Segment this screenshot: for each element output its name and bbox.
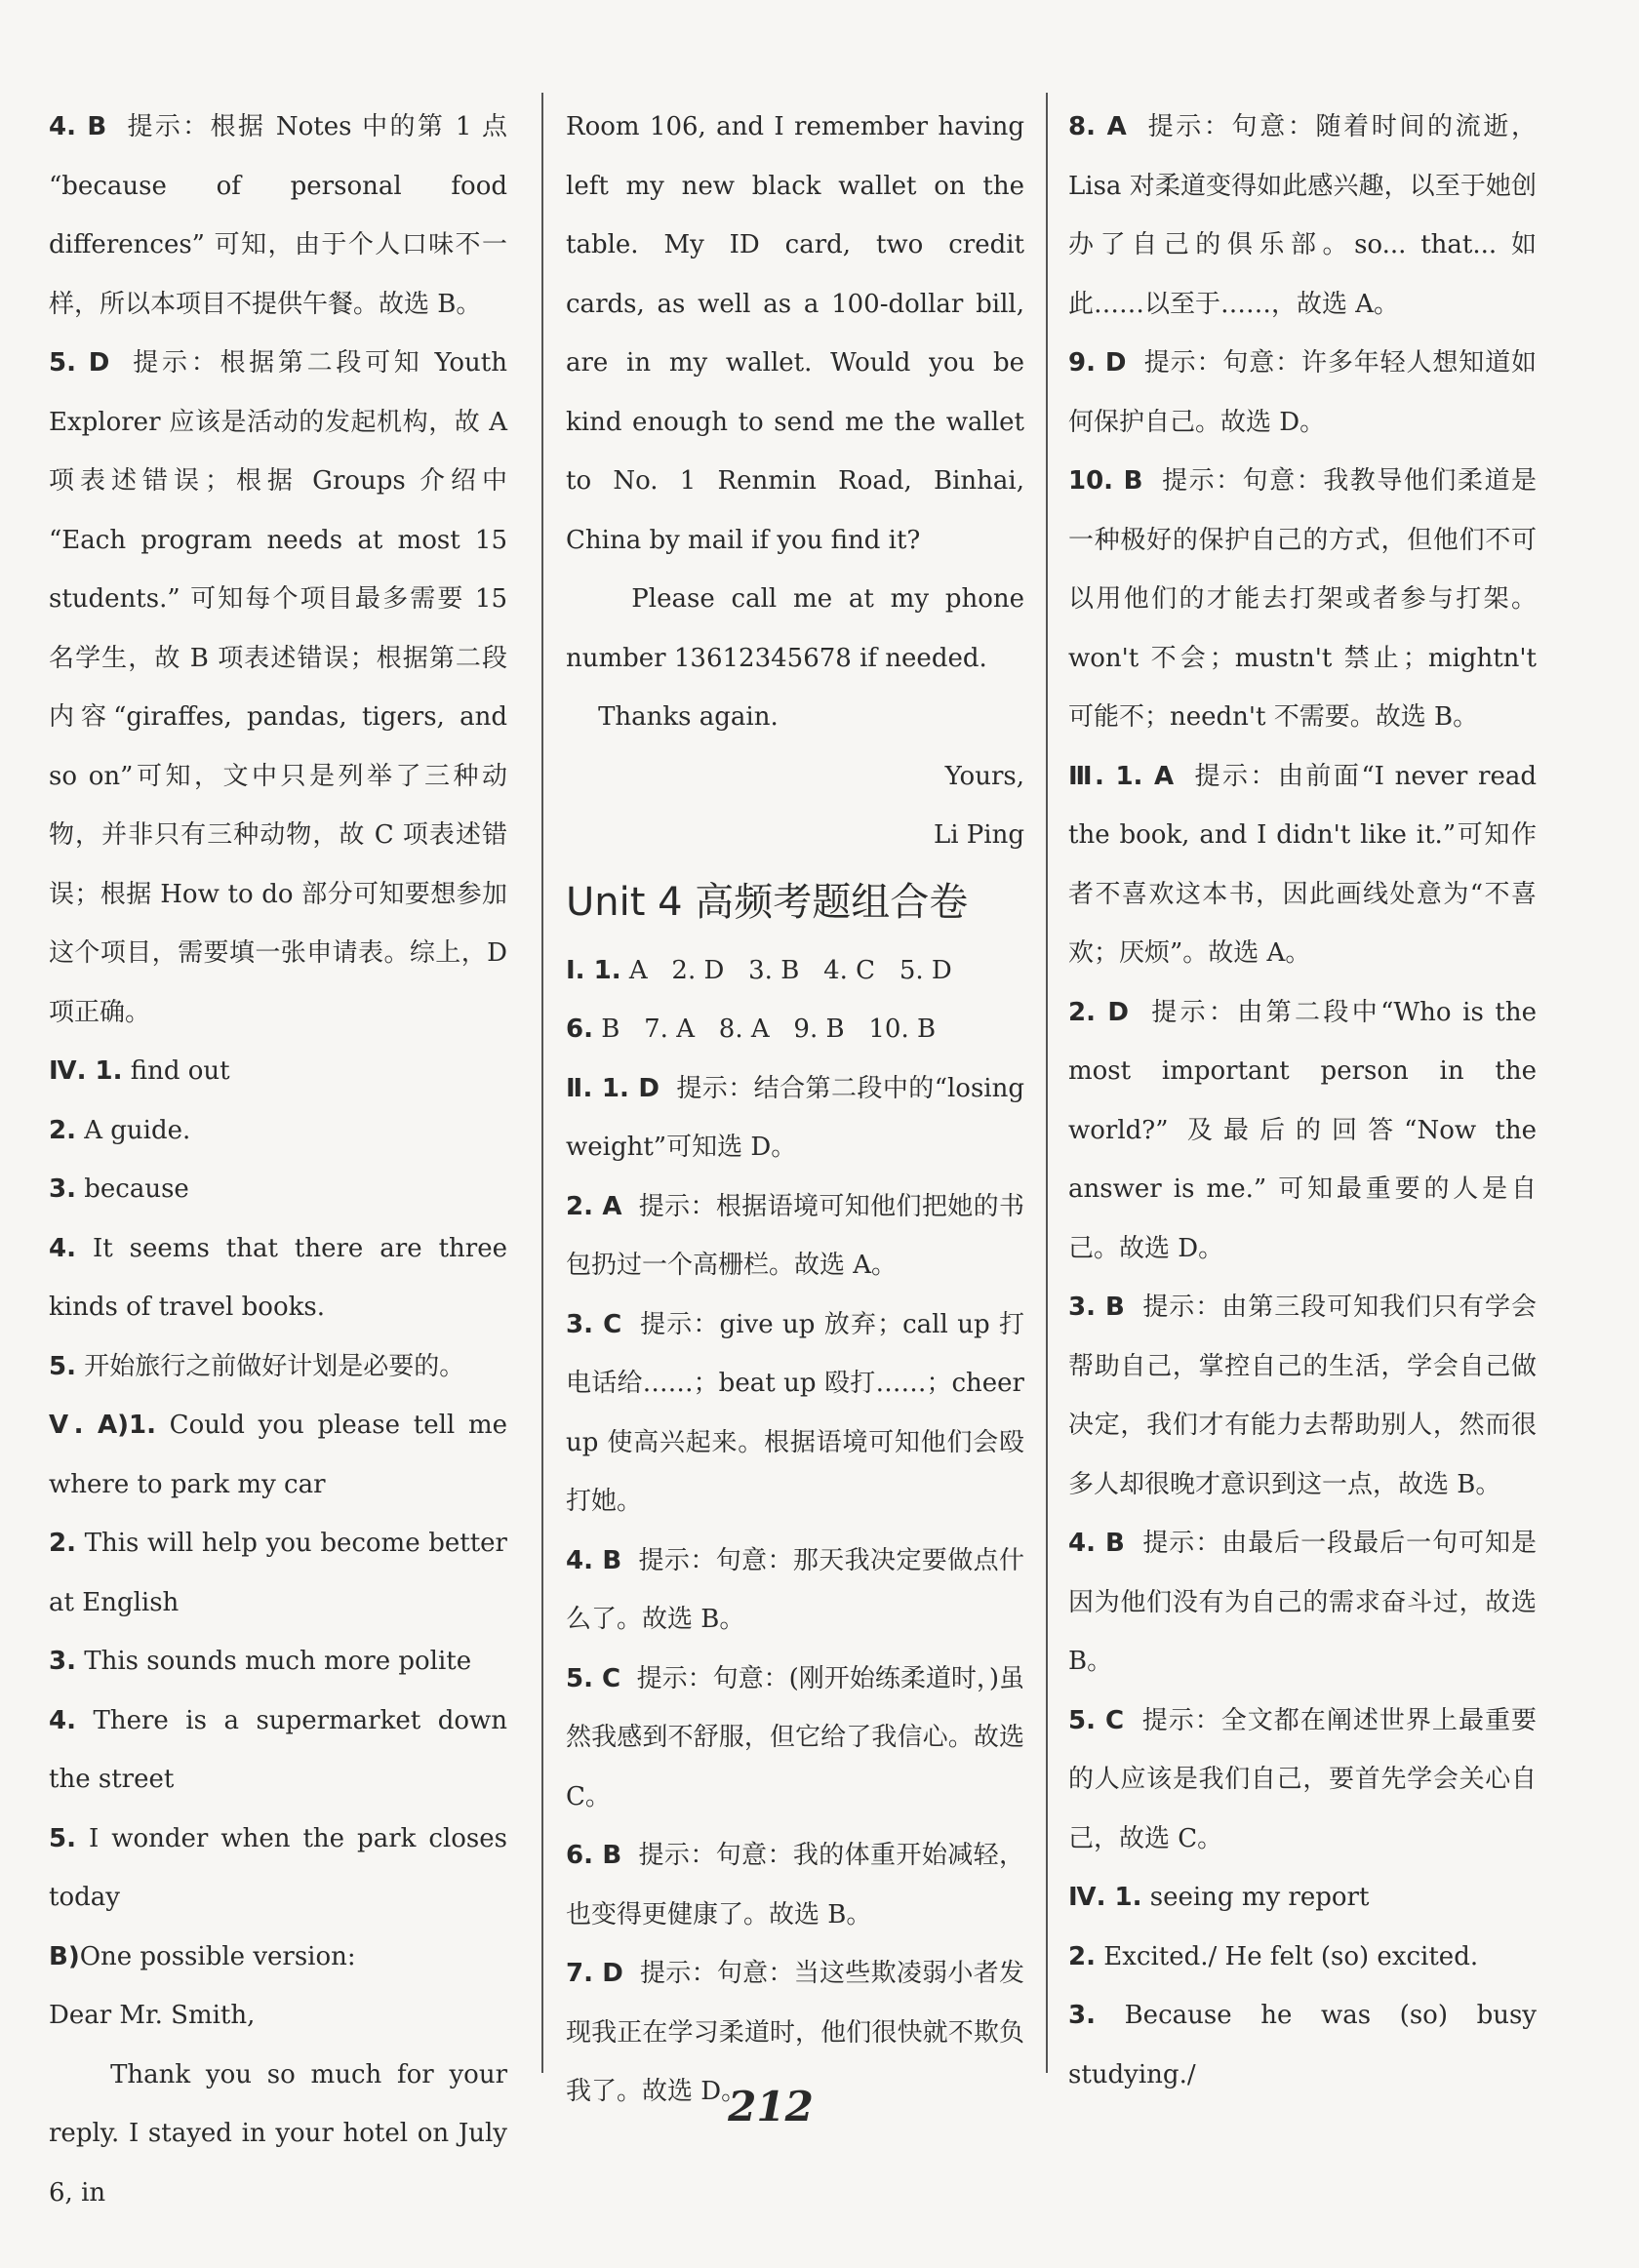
answer-text: Thanks again. (566, 702, 779, 732)
answer-text: Excited./ He felt (so) excited. (1095, 1941, 1479, 1971)
answer-text: Thank you so much for your reply. I stayed in your hotel on July 6, in (49, 2059, 516, 2208)
answer-item (49, 1691, 516, 1810)
answer-text: find out (122, 1056, 230, 1086)
answer-label: 2. (49, 1115, 76, 1145)
answer-item (566, 747, 1024, 807)
answer-label: 2. (1068, 1941, 1096, 1971)
answer-item (49, 1101, 507, 1161)
answer-text: A 2. D 3. B 4. C 5. D (620, 955, 952, 985)
answer-item (49, 1986, 507, 2046)
answer-label: 2. (49, 1529, 76, 1558)
answer-label: 3. (49, 1647, 76, 1676)
answer-label: 4. (49, 1705, 76, 1735)
answer-item (566, 806, 1024, 865)
answer-label: 3. (49, 1174, 76, 1204)
answer-label: B) (49, 1941, 80, 1971)
answer-text: Li Ping (933, 820, 1024, 850)
answer-text: Room 106, and I remember having left my new black wallet on the table. My ID card, two credit cards, as well as a 100-dollar bill, are in my wallet. Would you be kind enough to send me the wallet to No. 1 Renmin Road, Binhai, China by mail if you find it? (566, 112, 1033, 555)
answer-label: 3. B (1068, 1293, 1125, 1322)
answer-item (1068, 1928, 1537, 1987)
answer-text: 提示：句意：那天我决定要做点什么了。故选 B。 (566, 1545, 1024, 1634)
answer-text: I wonder when the park closes today (49, 1823, 516, 1912)
answer-label: 5. C (566, 1663, 621, 1693)
answer-text: 提示：句意：(刚开始练柔道时，)虽然我感到不舒服，但它给了我信心。故选 C。 (566, 1663, 1033, 1811)
answer-text: 提示：由第二段中“Who is the most important person in the world?” 及最后的回答“Now the answer is me.” 可知最重要的人是自己。故选 D。 (1068, 997, 1545, 1263)
answer-text: 提示：句意：当这些欺凌弱小者发现我正在学习柔道时，他们很快就不欺负我了。故选 D。 (566, 1959, 1024, 2106)
answer-text: A guide. (75, 1115, 191, 1145)
answer-text: 开始旅行之前做好计划是必要的。 (75, 1351, 465, 1381)
answer-label: 5. (49, 1351, 76, 1381)
answer-text: 提示：由最后一段最后一句可知是因为他们没有为自己的需求奋斗过，故选 B。 (1068, 1529, 1545, 1676)
answer-text: 提示：由前面“I never read the book, and I didn't like it.”可知作者不喜欢这本书，因此画线处意为“不喜欢；厌烦”。故选 A。 (1068, 761, 1545, 968)
answer-label: Ⅴ. A)1. (49, 1411, 156, 1440)
answer-item (49, 1514, 516, 1632)
answer-label: 8. A (1068, 112, 1127, 141)
answer-label: 9. D (1068, 348, 1127, 378)
answer-text: This will help you become better at English (49, 1529, 516, 1617)
answer-item (566, 1059, 1033, 1177)
answer-item (49, 1042, 507, 1101)
answer-item (49, 1160, 507, 1219)
answer-text: 提示：全文都在阐述世界上最重要的人应该是我们自己，要首先学会关心自己，故选 C。 (1068, 1705, 1537, 1853)
answer-item (566, 1532, 1024, 1650)
page-number: 212 (728, 2083, 814, 2130)
answer-label: 2. A (566, 1191, 622, 1221)
answer-item (566, 570, 1033, 688)
answer-item (1068, 98, 1537, 334)
answer-text: It seems that there are three kinds of travel books. (49, 1233, 516, 1322)
answer-item (49, 1810, 516, 1928)
answer-text: 提示：句意：我的体重开始减轻，也变得更健康了。故选 B。 (566, 1841, 1024, 1930)
answer-item (566, 1295, 1033, 1532)
column-left (49, 98, 516, 2222)
answer-item (1068, 983, 1545, 1279)
answer-label: 3. (1068, 2001, 1096, 2030)
answer-text: B 7. A 8. A 9. B 10. B (592, 1015, 937, 1044)
answer-label: 5. D (49, 348, 110, 378)
answer-text: seeing my report (1141, 1883, 1370, 1912)
answer-text: Yours, (944, 761, 1024, 791)
column-right (1068, 98, 1545, 2104)
answer-item (566, 1000, 1024, 1059)
answer-text: 提示：句意：许多年轻人想知道如何保护自己。故选 D。 (1068, 348, 1537, 437)
answer-item (566, 1826, 1024, 1944)
answer-item (566, 1650, 1033, 1827)
letter-continuation (566, 98, 1033, 865)
answer-label: Ⅳ. 1. (49, 1056, 123, 1086)
answer-label: 6. B (566, 1841, 622, 1870)
answer-label: 6. (566, 1015, 593, 1044)
answer-item (49, 1396, 516, 1514)
answer-label: 7. D (566, 1959, 623, 1988)
unit4-answers (566, 941, 1033, 2122)
answer-item (566, 98, 1033, 570)
answer-label: 4. B (49, 112, 107, 141)
answer-text: Could you please tell me where to park my car (49, 1411, 516, 1499)
answer-label: 2. D (1068, 997, 1129, 1027)
answer-item (1068, 334, 1537, 452)
answer-item (566, 688, 1024, 747)
answer-item (49, 334, 516, 1042)
unit-title: Unit 4 高频考题组合卷 (566, 879, 969, 925)
answer-item (49, 1219, 516, 1337)
answer-label: 3. C (566, 1309, 622, 1339)
answer-text: 提示：give up 放弃；call up 打电话给……；beat up 殴打……；cheer up 使高兴起来。根据语境可知他们会殴打她。 (566, 1309, 1033, 1516)
answer-text: One possible version: (79, 1941, 356, 1971)
answer-label: Ⅱ. 1. D (566, 1073, 660, 1103)
answer-text: 提示：根据 Notes 中的第 1 点 “because of personal food differences” 可知，由于个人口味不一样，所以本项目不提供午餐。故选 B。 (49, 112, 516, 319)
answer-text: because (75, 1174, 189, 1204)
answer-item (1068, 1691, 1537, 1869)
answer-text: 提示：句意：随着时间的流逝，Lisa 对柔道变得如此感兴趣，以至于她创办了自己的俱乐部。so... that... 如此……以至于……，故选 A。 (1068, 112, 1537, 319)
answer-item (1068, 1868, 1537, 1928)
answer-text: 提示：句意：我教导他们柔道是一种极好的保护自己的方式，但他们不可以用他们的才能去打架或者参与打架。won't 不会；mustn't 禁止；mightn't 可能不；needn't 不需要。故选 B。 (1068, 466, 1545, 732)
answer-label: Ⅳ. 1. (1068, 1883, 1142, 1912)
answer-label: 10. B (1068, 466, 1143, 496)
answer-item (49, 98, 516, 334)
answer-item (49, 1928, 507, 1987)
answer-item (566, 1177, 1024, 1295)
answer-label: Ⅲ. 1. A (1068, 761, 1175, 791)
answer-item (49, 1632, 507, 1691)
answer-text: There is a supermarket down the street (49, 1705, 516, 1794)
answer-item (566, 941, 1024, 1001)
answer-item (49, 1337, 507, 1397)
answer-label: 5. C (1068, 1705, 1125, 1735)
answer-text: 提示：根据语境可知他们把她的书包扔过一个高栅栏。故选 A。 (566, 1191, 1024, 1280)
answer-item (1068, 1278, 1537, 1514)
answer-text: Please call me at my phone number 13612345678 if needed. (566, 584, 1033, 673)
answer-item (1068, 747, 1545, 983)
answer-item (49, 2046, 516, 2223)
answer-label: 4. B (566, 1545, 622, 1575)
answer-label: Ⅰ. 1. (566, 955, 621, 985)
answer-item (1068, 452, 1545, 747)
answer-item (1068, 1514, 1545, 1691)
answer-text: 提示：结合第二段中的“losing weight”可知选 D。 (566, 1073, 1033, 1162)
answer-text: 提示：由第三段可知我们只有学会帮助自己，掌控自己的生活，学会自己做决定，我们才有能力去帮助别人，然而很多人却很晚才意识到这一点，故选 B。 (1068, 1293, 1538, 1499)
answer-text: Because he was (so) busy studying./ (1068, 2001, 1545, 2089)
answer-text: Dear Mr. Smith, (49, 2001, 256, 2030)
column-divider-1 (541, 93, 543, 2073)
column-divider-2 (1046, 93, 1048, 2073)
answer-label: 4. B (1068, 1529, 1125, 1558)
answer-text: 提示：根据第二段可知 Youth Explorer 应该是活动的发起机构，故 A 项表述错误；根据 Groups 介绍中 “Each program needs at most 15 students.” 可知每个项目最多需要 15 名学生，故 B 项表述错误；根据第二段内容“giraffes, pandas, tigers, and so on”可知，文中只是列举了三种动物，并非只有三种动物，故 C 项表述错误；根据 How to do 部分可知要想参加这个项目，需要填一张申请表。综上，D 项正确。 (49, 348, 516, 1027)
answer-label: 4. (49, 1233, 76, 1263)
answer-text: This sounds much more polite (75, 1647, 472, 1676)
answer-label: 5. (49, 1823, 76, 1853)
column-middle (566, 98, 1033, 2122)
